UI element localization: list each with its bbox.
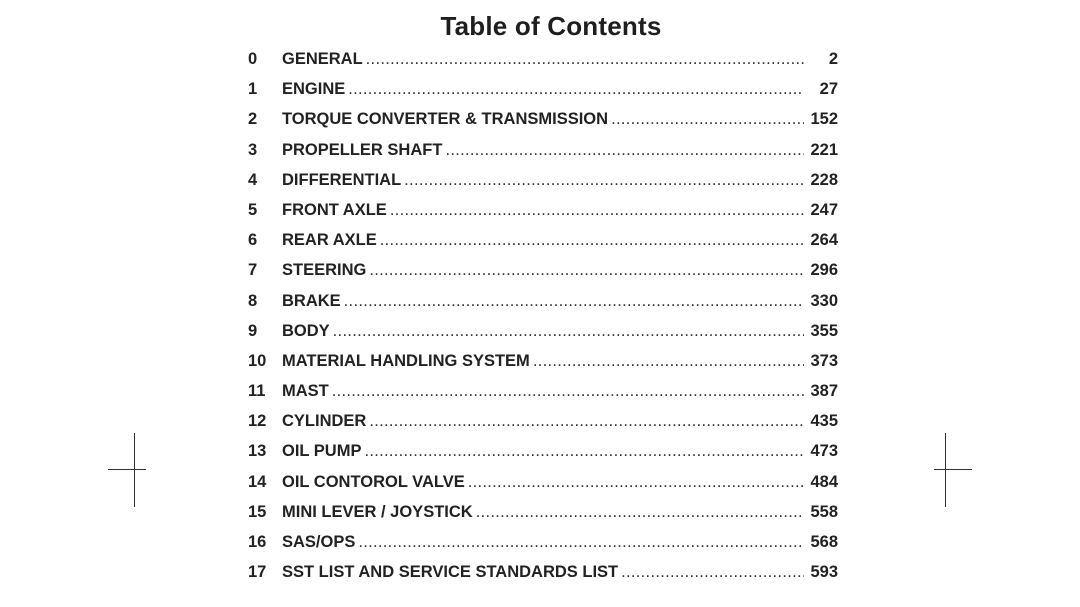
toc-entry-number: 6 [248, 231, 258, 250]
dot-leader [468, 473, 804, 492]
toc-entry-label: STEERING [282, 261, 367, 280]
toc-entry-label: GENERAL [282, 50, 363, 68]
dot-leader [445, 141, 804, 160]
toc-entry [248, 171, 838, 201]
dot-leader [621, 563, 804, 582]
dot-leader [358, 533, 804, 552]
toc-entry-number: 9 [248, 321, 258, 340]
toc-entry-number: 3 [248, 140, 258, 159]
toc-entry-page: 387 [810, 382, 838, 401]
toc-entry [248, 473, 838, 503]
table-of-contents [248, 50, 838, 593]
toc-entry-number: 2 [248, 110, 258, 129]
toc-entry [248, 322, 838, 352]
toc-entry-label: BRAKE [282, 291, 341, 310]
toc-entry-page: 296 [810, 261, 838, 280]
toc-entry [248, 442, 838, 472]
crop-mark-horizontal [108, 469, 146, 470]
toc-entry-label: PROPELLER SHAFT [282, 140, 443, 159]
toc-entry-label: MATERIAL HANDLING SYSTEM [282, 351, 530, 370]
toc-entry-label: REAR AXLE [282, 231, 377, 250]
dot-leader [333, 322, 804, 341]
toc-entry-number: 16 [248, 533, 267, 551]
dot-leader [476, 503, 804, 522]
toc-entry [248, 382, 838, 412]
toc-entry [248, 563, 838, 593]
toc-entry-page: 264 [810, 231, 838, 250]
toc-entry-page: 473 [810, 442, 838, 461]
toc-entry-page: 373 [810, 351, 838, 370]
dot-leader [364, 442, 804, 461]
toc-entry-label: OIL CONTOROL VALVE [282, 472, 465, 491]
toc-entry-page: 228 [810, 170, 838, 189]
dot-leader [332, 382, 804, 401]
toc-entry-number: 17 [248, 563, 267, 582]
dot-leader [369, 412, 804, 431]
toc-entry-label: TORQUE CONVERTER & TRANSMISSION [282, 110, 609, 129]
dot-leader [348, 80, 804, 99]
toc-entry-page: 2 [828, 50, 838, 68]
toc-entry-number: 11 [248, 382, 266, 401]
toc-entry [248, 352, 838, 382]
crop-mark-vertical [945, 433, 946, 507]
toc-entry-page: 435 [810, 412, 838, 431]
toc-entry-number: 4 [248, 170, 258, 189]
toc-entry [248, 141, 838, 171]
toc-entry-number: 12 [248, 412, 267, 431]
toc-entry-number: 14 [248, 472, 267, 491]
dot-leader [380, 231, 804, 250]
dot-leader [366, 50, 804, 69]
toc-entry [248, 201, 838, 231]
toc-entry [248, 292, 838, 322]
toc-entry-number: 7 [248, 261, 258, 280]
toc-entry-page: 484 [810, 472, 838, 491]
dot-leader [390, 201, 804, 220]
page-title: Table of Contents [440, 11, 662, 41]
toc-entry [248, 50, 838, 80]
dot-leader [404, 171, 804, 190]
toc-entry-page: 221 [810, 140, 838, 159]
toc-entry [248, 80, 838, 110]
toc-entry-number: 5 [248, 200, 258, 219]
toc-entry-label: DIFFERENTIAL [282, 170, 402, 189]
toc-entry-number: 1 [248, 80, 258, 99]
toc-entry-number: 10 [248, 351, 267, 370]
dot-leader [369, 261, 804, 280]
toc-entry-page: 593 [810, 563, 838, 582]
toc-entry-page: 27 [819, 80, 838, 99]
toc-entry-number: 0 [248, 50, 258, 68]
toc-entry-label: MAST [282, 382, 329, 401]
toc-entry-number: 8 [248, 291, 258, 310]
toc-entry-label: SST LIST AND SERVICE STANDARDS LIST [282, 563, 619, 582]
dot-leader [344, 292, 804, 311]
toc-entry-number: 13 [248, 442, 267, 461]
toc-entry-page: 247 [810, 200, 838, 219]
toc-entry-number: 15 [248, 502, 267, 521]
toc-entry [248, 503, 838, 533]
toc-entry [248, 110, 838, 140]
toc-entry-label: FRONT AXLE [282, 200, 387, 219]
toc-entry-label: ENGINE [282, 80, 346, 99]
toc-entry-page: 355 [810, 321, 838, 340]
toc-entry-page: 558 [810, 502, 838, 521]
crop-mark-vertical [134, 433, 135, 507]
toc-entry-page: 330 [810, 291, 838, 310]
toc-entry-label: OIL PUMP [282, 442, 362, 461]
toc-entry-page: 152 [810, 110, 838, 129]
toc-entry-label: SAS/OPS [282, 533, 356, 551]
toc-entry-label: CYLINDER [282, 412, 367, 431]
toc-entry [248, 533, 838, 563]
toc-entry-label: MINI LEVER / JOYSTICK [282, 502, 473, 521]
crop-mark-horizontal [934, 469, 972, 470]
toc-entry [248, 231, 838, 261]
dot-leader [611, 110, 804, 129]
toc-entry [248, 261, 838, 291]
dot-leader [533, 352, 804, 371]
toc-entry [248, 412, 838, 442]
toc-entry-label: BODY [282, 321, 330, 340]
toc-entry-page: 568 [810, 533, 838, 551]
